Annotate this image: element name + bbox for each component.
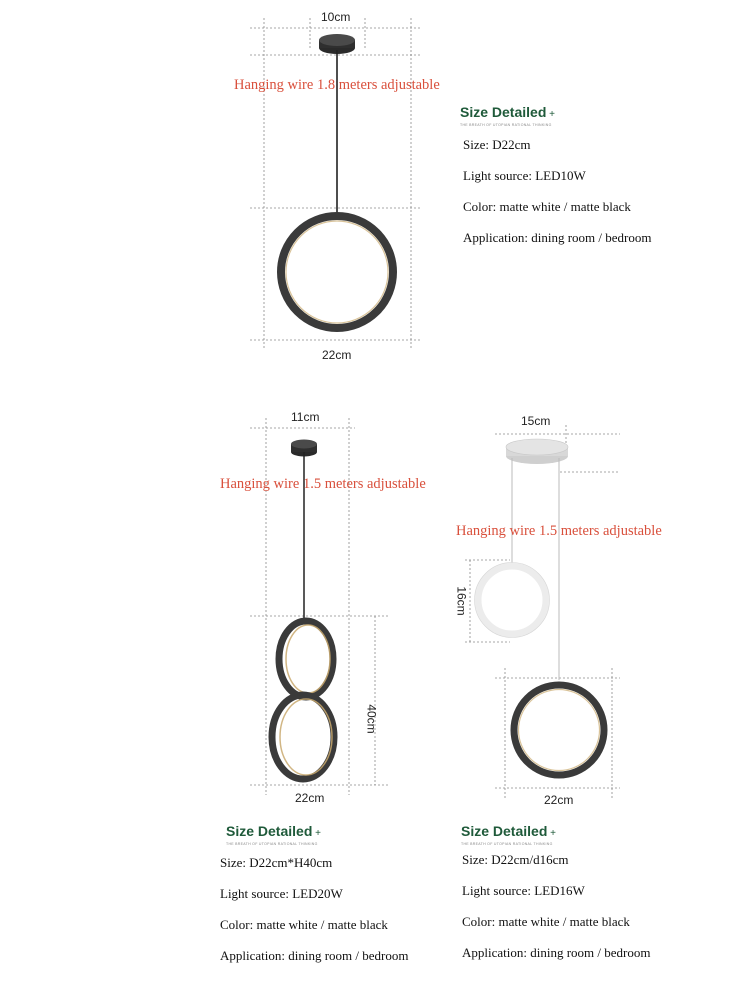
lamp1-spec-application: Application: dining room / bedroom (463, 230, 652, 245)
lamp2-spec-application: Application: dining room / bedroom (220, 948, 409, 963)
lamp1-wire-label: Hanging wire 1.8 meters adjustable (234, 77, 440, 93)
lamp3-spec-color: Color: matte white / matte black (462, 914, 630, 929)
lamp3-spec-light: Light source: LED16W (462, 883, 585, 898)
lamp1-bottom-label: 22cm (322, 348, 352, 362)
plus-icon: + (312, 828, 321, 839)
lamp1-width-label: 10cm (321, 10, 351, 24)
lamp2-spec-light: Light source: LED20W (220, 886, 343, 901)
size-detailed-title: Size Detailed (460, 104, 547, 120)
lamp1-spec-color: Color: matte white / matte black (463, 199, 631, 214)
size-detailed-subtitle: THE BREATH OF UTOPIAN RATIONAL THINKING (461, 842, 553, 846)
lamp2-wire-label: Hanging wire 1.5 meters adjustable (220, 476, 426, 492)
lamp3-spec-application: Application: dining room / bedroom (462, 945, 651, 960)
plus-icon: + (546, 109, 555, 120)
lamp1-size-heading (460, 104, 555, 127)
lamp2-spec-size: Size: D22cm*H40cm (220, 855, 333, 870)
size-detailed-title: Size Detailed (226, 823, 313, 839)
size-detailed-subtitle: THE BREATH OF UTOPIAN RATIONAL THINKING (460, 123, 552, 127)
lamp2-bottom-label: 22cm (295, 791, 325, 805)
lamp2-height-label: 40cm (364, 704, 379, 734)
lamp3-width-label: 15cm (521, 414, 551, 428)
lamp1-dimension-lines (250, 18, 420, 350)
size-detailed-title: Size Detailed (461, 823, 548, 839)
lamp2-spec-color: Color: matte white / matte black (220, 917, 388, 932)
lamp3-pendant (475, 439, 605, 775)
lamp3-bottom-label: 22cm (544, 793, 574, 807)
lamp3-size-heading (461, 823, 556, 846)
lamp3-small-ring-label: 16cm (454, 586, 469, 616)
plus-icon: + (547, 828, 556, 839)
lamp3-wire-label: Hanging wire 1.5 meters adjustable (456, 523, 662, 539)
lamp1-spec-light: Light source: LED10W (463, 168, 586, 183)
lamp1-spec-size: Size: D22cm (463, 137, 531, 152)
lamp2-width-label: 11cm (291, 410, 320, 424)
lamp2-size-heading (226, 823, 321, 846)
lamp3-spec-size: Size: D22cm/d16cm (462, 852, 569, 867)
size-detailed-subtitle: THE BREATH OF UTOPIAN RATIONAL THINKING (226, 842, 318, 846)
